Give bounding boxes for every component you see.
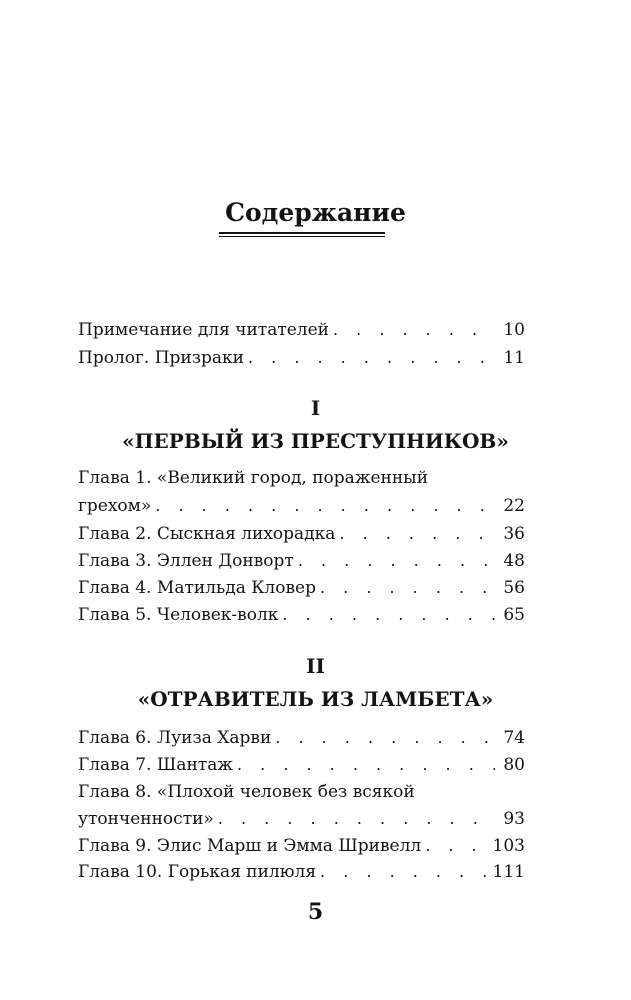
- toc-entry-chapter-8-line1[interactable]: Глава 8. «Плохой человек без всякой: [78, 782, 415, 802]
- toc-entry-title: Глава 10. Горькая пилюля: [78, 862, 317, 882]
- toc-page-number: 111: [492, 862, 525, 882]
- toc-entry-chapter-5[interactable]: [78, 603, 525, 627]
- toc-entry-title: Глава 6. Луиза Харви: [78, 728, 272, 748]
- dot-leader: [320, 576, 495, 600]
- toc-entry-chapter-8[interactable]: [78, 807, 525, 831]
- toc-page-number: 36: [503, 524, 525, 544]
- toc-entry-chapter-2[interactable]: [78, 522, 525, 546]
- toc-page-number: 48: [503, 551, 525, 571]
- toc-entry-title: Глава 2. Сыскная лихорадка: [78, 524, 336, 544]
- dot-leader: [282, 603, 495, 627]
- toc-page-number: 10: [503, 320, 525, 340]
- toc-entry-title: Глава 5. Человек-волк: [78, 605, 279, 625]
- toc-entry-title: Примечание для читателей: [78, 320, 329, 340]
- toc-entry-title: Глава 4. Матильда Кловер: [78, 578, 316, 598]
- toc-entry-notes[interactable]: [78, 318, 525, 342]
- dot-leader: [248, 346, 495, 370]
- dot-leader: [333, 318, 495, 342]
- dot-leader: [218, 807, 495, 831]
- toc-page-number: 93: [503, 809, 525, 829]
- part-1-number: I: [310, 396, 321, 420]
- toc-page-number: 103: [492, 836, 525, 856]
- dot-leader: [320, 860, 487, 884]
- toc-entry-title: Глава 9. Элис Марш и Эмма Шривелл: [78, 836, 422, 856]
- toc-entry-chapter-7[interactable]: [78, 753, 525, 777]
- toc-entry-chapter-3[interactable]: [78, 549, 525, 573]
- dot-leader: [339, 522, 495, 546]
- toc-entry-chapter-9[interactable]: [78, 834, 525, 858]
- toc-entry-title: Глава 7. Шантаж: [78, 755, 233, 775]
- toc-entry-chapter-6[interactable]: [78, 726, 525, 750]
- dot-leader: [275, 726, 495, 750]
- toc-page-number: 80: [503, 755, 525, 775]
- page-title: Содержание: [225, 198, 406, 227]
- toc-entry-prologue[interactable]: [78, 346, 525, 370]
- toc-page-number: 22: [503, 496, 525, 516]
- dot-leader: [237, 753, 495, 777]
- toc-entry-chapter-1-line1[interactable]: Глава 1. «Великий город, пораженный: [78, 468, 429, 488]
- toc-page-number: 65: [503, 605, 525, 625]
- toc-page-number: 11: [503, 348, 525, 368]
- dot-leader: [298, 549, 495, 573]
- part-2-number: II: [306, 654, 325, 678]
- toc-entry-title: Глава 3. Эллен Донворт: [78, 551, 294, 571]
- page-folio-number: 5: [307, 899, 324, 925]
- toc-entry-title: грехом»: [78, 496, 152, 516]
- toc-entry-title: утонченности»: [78, 809, 214, 829]
- dot-leader: [425, 834, 486, 858]
- dot-leader: [155, 494, 495, 518]
- toc-entry-chapter-1[interactable]: [78, 494, 525, 518]
- toc-page-number: 74: [503, 728, 525, 748]
- toc-entry-title: Пролог. Призраки: [78, 348, 244, 368]
- title-double-rule: [219, 232, 385, 237]
- toc-entry-chapter-4[interactable]: [78, 576, 525, 600]
- toc-page-number: 56: [503, 578, 525, 598]
- part-2-title: «ОТРАВИТЕЛЬ ИЗ ЛАМБЕТА»: [137, 687, 494, 711]
- part-1-title: «ПЕРВЫЙ ИЗ ПРЕСТУПНИКОВ»: [122, 429, 509, 453]
- toc-entry-chapter-10[interactable]: [78, 860, 525, 884]
